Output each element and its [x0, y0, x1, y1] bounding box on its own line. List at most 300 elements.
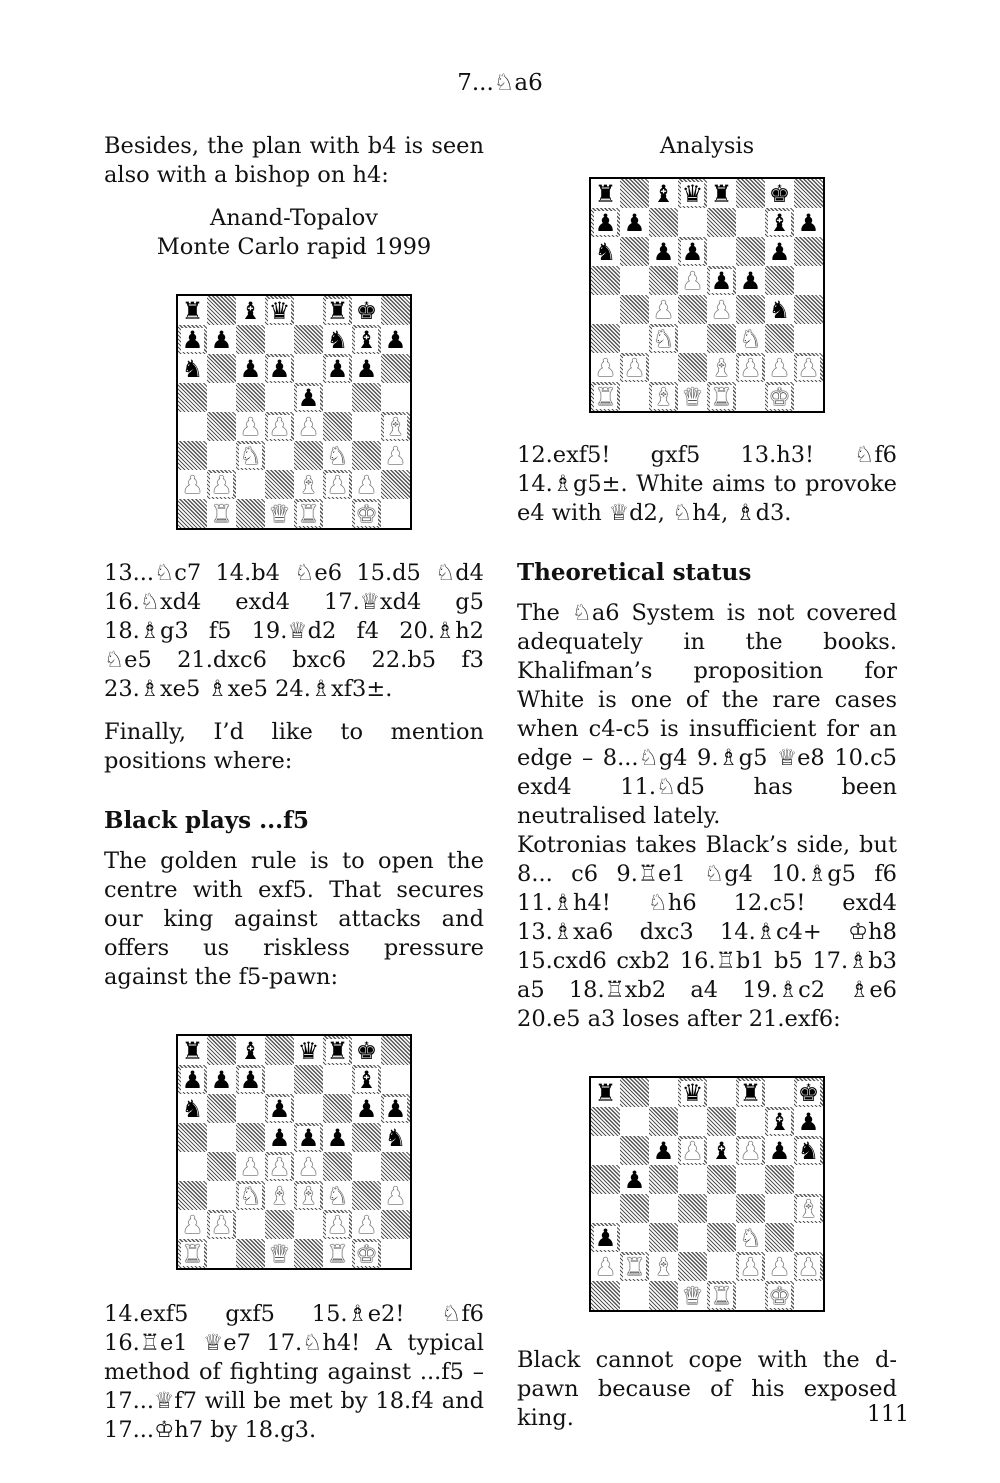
left-column [104, 132, 484, 1459]
board-square [765, 1078, 794, 1107]
board-square [649, 353, 678, 382]
board-square [352, 470, 381, 499]
white-pawn-icon: ♟ [239, 412, 262, 441]
board-square [765, 1194, 794, 1223]
board-square [649, 1136, 678, 1165]
black-pawn-icon: ♟ [297, 1123, 320, 1152]
board-square [794, 266, 823, 295]
white-pawn-icon: ♟ [681, 266, 704, 295]
black-pawn-icon: ♟ [268, 354, 291, 383]
board-square [352, 412, 381, 441]
white-pawn-icon: ♟ [594, 1252, 617, 1281]
moves-paragraph-2: 14.exf5 gxf5 15.♗e2! ♘f6 16.♖e1 ♕e7 17.♘h4! A typical method of fighting against ...f5 – 17...♕f7 will be met by 18.f4 and 17...♔h7 by 18.g3. [104, 1301, 484, 1443]
board-square [236, 1152, 265, 1181]
board-square [178, 441, 207, 470]
board-square [323, 1123, 352, 1152]
board-square [591, 1223, 620, 1252]
board-square [678, 324, 707, 353]
board-square [294, 470, 323, 499]
board-square [736, 1165, 765, 1194]
white-rook-icon: ♜ [297, 499, 320, 528]
board-square [323, 383, 352, 412]
board-square [352, 383, 381, 412]
board-square [294, 383, 323, 412]
black-pawn-icon: ♟ [681, 237, 704, 266]
board-square [207, 1123, 236, 1152]
running-header: 7...♘a6 [457, 70, 543, 96]
board-square [591, 1252, 620, 1281]
board-square [352, 354, 381, 383]
board-square [381, 1181, 410, 1210]
board-square [620, 1107, 649, 1136]
board-square [352, 1036, 381, 1065]
board-square [707, 295, 736, 324]
black-pawn-icon: ♟ [623, 208, 646, 237]
board-square [649, 208, 678, 237]
board-square [620, 1136, 649, 1165]
white-pawn-icon: ♟ [768, 1252, 791, 1281]
board-square [294, 1239, 323, 1268]
board-square [265, 1094, 294, 1123]
board-square [591, 1136, 620, 1165]
white-bishop-icon: ♝ [384, 412, 407, 441]
board-square [352, 1181, 381, 1210]
board-square [649, 295, 678, 324]
board-square [178, 470, 207, 499]
board-square [736, 1136, 765, 1165]
board-square [794, 1078, 823, 1107]
black-queen-icon: ♛ [297, 1036, 320, 1065]
chess-diagram-4 [589, 1076, 825, 1312]
black-pawn-icon: ♟ [297, 383, 320, 412]
black-pawn-icon: ♟ [710, 266, 733, 295]
board-square [591, 179, 620, 208]
board-square [178, 383, 207, 412]
board-square [207, 1094, 236, 1123]
board-square [678, 1107, 707, 1136]
page-number: 111 [867, 1402, 909, 1427]
board-square [678, 266, 707, 295]
board-square [207, 412, 236, 441]
black-rook-icon: ♜ [739, 1078, 762, 1107]
board-square [649, 1078, 678, 1107]
black-pawn-icon: ♟ [210, 325, 233, 354]
white-pawn-icon: ♟ [594, 353, 617, 382]
board-square [678, 353, 707, 382]
board-square [294, 412, 323, 441]
black-pawn-icon: ♟ [268, 1123, 291, 1152]
board-square [352, 1094, 381, 1123]
black-pawn-icon: ♟ [210, 1065, 233, 1094]
black-pawn-icon: ♟ [181, 325, 204, 354]
white-pawn-icon: ♟ [681, 1136, 704, 1165]
board-square [294, 499, 323, 528]
board-square [794, 295, 823, 324]
black-pawn-icon: ♟ [652, 1136, 675, 1165]
board-square [352, 441, 381, 470]
board-square [236, 441, 265, 470]
board-square [649, 237, 678, 266]
board-square [620, 1078, 649, 1107]
board-square [381, 441, 410, 470]
black-pawn-icon: ♟ [355, 1094, 378, 1123]
white-pawn-icon: ♟ [268, 412, 291, 441]
board-square [736, 353, 765, 382]
board-square [620, 295, 649, 324]
board-square [207, 325, 236, 354]
black-pawn-icon: ♟ [239, 1065, 262, 1094]
black-rook-icon: ♜ [594, 1078, 617, 1107]
black-bishop-icon: ♝ [239, 296, 262, 325]
board-square [678, 382, 707, 411]
status-paragraph: The ♘a6 System is not covered adequately in the books. Khalifman’s proposition for White is one of the rare cases when c4-c5 is insufficient for an edge – 8...♘g4 9.♗g5 ♕e8 10.c5 exd4 11.♘d5 has been neutralised lately. [517, 600, 897, 829]
board-square [765, 324, 794, 353]
white-pawn-icon: ♟ [355, 470, 378, 499]
board-square [765, 179, 794, 208]
board-square [707, 266, 736, 295]
black-knight-icon: ♞ [797, 1136, 820, 1165]
board-square [207, 1065, 236, 1094]
board-square [207, 296, 236, 325]
white-pawn-icon: ♟ [239, 1152, 262, 1181]
board-square [649, 1194, 678, 1223]
board-square [178, 1239, 207, 1268]
black-bishop-icon: ♝ [710, 1136, 733, 1165]
board-square [765, 237, 794, 266]
board-square [707, 1136, 736, 1165]
white-bishop-icon: ♝ [652, 1252, 675, 1281]
white-pawn-icon: ♟ [210, 470, 233, 499]
board-square [794, 208, 823, 237]
white-bishop-icon: ♝ [297, 1181, 320, 1210]
black-bishop-icon: ♝ [239, 1036, 262, 1065]
board-square [649, 179, 678, 208]
white-rook-icon: ♜ [710, 1281, 733, 1310]
board-square [794, 1194, 823, 1223]
black-pawn-icon: ♟ [797, 1107, 820, 1136]
black-pawn-icon: ♟ [268, 1094, 291, 1123]
board-square [265, 412, 294, 441]
white-pawn-icon: ♟ [297, 412, 320, 441]
board-square [294, 1123, 323, 1152]
board-square [678, 179, 707, 208]
board-square [294, 1210, 323, 1239]
board-square [591, 237, 620, 266]
board-square [265, 383, 294, 412]
board-square [236, 499, 265, 528]
board-square [620, 208, 649, 237]
white-rook-icon: ♜ [710, 382, 733, 411]
board-square [381, 325, 410, 354]
board-square [765, 1281, 794, 1310]
black-knight-icon: ♞ [181, 354, 204, 383]
kotronias-paragraph: Kotronias takes Black’s side, but 8... c6 9.♖e1 ♘g4 10.♗g5 f6 11.♗h4! ♘h6 12.c5! exd4 13.♗xa6 dxc3 14.♗c4+ ♔h8 15.cxd6 cxb2 16.♖b1 b5 17.♗b3 a5 18.♖xb2 a4 19.♗c2 ♗e6 20.e5 a3 loses after 21.exf6: [517, 832, 897, 1032]
board-square [649, 266, 678, 295]
board-square [678, 1223, 707, 1252]
board-square [352, 499, 381, 528]
board-square [707, 1223, 736, 1252]
board-square [794, 1136, 823, 1165]
board-square [236, 354, 265, 383]
board-square [265, 1036, 294, 1065]
white-pawn-icon: ♟ [710, 295, 733, 324]
board-square [265, 296, 294, 325]
board-square [736, 382, 765, 411]
black-knight-icon: ♞ [768, 295, 791, 324]
board-square [678, 237, 707, 266]
board-square [794, 179, 823, 208]
white-knight-icon: ♞ [739, 1223, 762, 1252]
board-square [649, 1165, 678, 1194]
black-pawn-icon: ♟ [594, 208, 617, 237]
black-bishop-icon: ♝ [768, 1107, 791, 1136]
black-pawn-icon: ♟ [594, 1223, 617, 1252]
board-square [736, 295, 765, 324]
board-square [765, 295, 794, 324]
board-square [765, 266, 794, 295]
board-square [707, 1107, 736, 1136]
chess-diagram-3 [589, 177, 825, 413]
board-square [207, 1152, 236, 1181]
board-square [236, 1065, 265, 1094]
board-square [236, 1181, 265, 1210]
board-square [236, 383, 265, 412]
board-square [236, 1210, 265, 1239]
board-square [620, 324, 649, 353]
board-square [178, 1123, 207, 1152]
board-square [794, 1252, 823, 1281]
board-square [294, 354, 323, 383]
black-knight-icon: ♞ [181, 1094, 204, 1123]
board-square [236, 1123, 265, 1152]
board-square [765, 1223, 794, 1252]
board-square [707, 353, 736, 382]
board-square [381, 296, 410, 325]
white-queen-icon: ♛ [681, 1281, 704, 1310]
board-square [323, 499, 352, 528]
black-pawn-icon: ♟ [355, 354, 378, 383]
black-pawn-icon: ♟ [326, 354, 349, 383]
board-square [323, 325, 352, 354]
white-rook-icon: ♜ [623, 1252, 646, 1281]
board-square [765, 382, 794, 411]
right-column [517, 132, 897, 1447]
board-square [678, 1136, 707, 1165]
board-square [678, 1252, 707, 1281]
board-square [381, 1239, 410, 1268]
board-square [352, 296, 381, 325]
board-square [178, 1181, 207, 1210]
board-square [294, 1065, 323, 1094]
board-square [236, 1094, 265, 1123]
board-square [620, 266, 649, 295]
black-queen-icon: ♛ [681, 1078, 704, 1107]
board-square [352, 1065, 381, 1094]
board-square [649, 324, 678, 353]
finally-paragraph: Finally, I’d like to mention positions where: [104, 719, 484, 774]
white-knight-icon: ♞ [239, 1181, 262, 1210]
board-square [620, 237, 649, 266]
white-bishop-icon: ♝ [710, 353, 733, 382]
board-square [323, 1239, 352, 1268]
conclusion-paragraph: Black cannot cope with the d-pawn because of his exposed king. [517, 1347, 897, 1431]
black-queen-icon: ♛ [268, 296, 291, 325]
board-square [736, 179, 765, 208]
white-knight-icon: ♞ [239, 441, 262, 470]
board-square [736, 208, 765, 237]
white-pawn-icon: ♟ [768, 353, 791, 382]
board-square [207, 470, 236, 499]
board-square [794, 1281, 823, 1310]
board-square [765, 1252, 794, 1281]
golden-rule-paragraph: The golden rule is to open the centre with exf5. That secures our king against attacks and offers us riskless pressure against the f5-pawn: [104, 848, 484, 990]
board-square [265, 441, 294, 470]
black-pawn-icon: ♟ [384, 325, 407, 354]
board-square [381, 1036, 410, 1065]
board-square [323, 412, 352, 441]
white-pawn-icon: ♟ [326, 470, 349, 499]
black-king-icon: ♚ [355, 1036, 378, 1065]
black-pawn-icon: ♟ [797, 208, 820, 237]
white-queen-icon: ♛ [268, 499, 291, 528]
board-square [765, 208, 794, 237]
board-square [294, 441, 323, 470]
board-square [323, 354, 352, 383]
board-square [591, 1107, 620, 1136]
board-square [707, 1165, 736, 1194]
black-pawn-icon: ♟ [768, 1136, 791, 1165]
board-square [736, 1107, 765, 1136]
black-pawn-icon: ♟ [652, 237, 675, 266]
board-square [620, 1165, 649, 1194]
board-square [620, 1281, 649, 1310]
board-square [678, 1078, 707, 1107]
board-square [236, 412, 265, 441]
black-king-icon: ♚ [355, 296, 378, 325]
board-square [591, 1165, 620, 1194]
board-square [678, 295, 707, 324]
board-square [178, 1152, 207, 1181]
analysis-label: Analysis [659, 133, 755, 159]
board-square [794, 324, 823, 353]
white-rook-icon: ♜ [594, 382, 617, 411]
board-square [620, 382, 649, 411]
black-rook-icon: ♜ [181, 1036, 204, 1065]
black-pawn-icon: ♟ [384, 1094, 407, 1123]
board-square [352, 1123, 381, 1152]
board-square [736, 1194, 765, 1223]
white-bishop-icon: ♝ [297, 470, 320, 499]
black-king-icon: ♚ [797, 1078, 820, 1107]
board-square [707, 1194, 736, 1223]
white-pawn-icon: ♟ [181, 1210, 204, 1239]
board-square [678, 1281, 707, 1310]
board-square [294, 1036, 323, 1065]
board-square [620, 1252, 649, 1281]
board-square [707, 1078, 736, 1107]
white-pawn-icon: ♟ [652, 295, 675, 324]
board-square [591, 1194, 620, 1223]
board-square [323, 1181, 352, 1210]
board-square [178, 325, 207, 354]
white-pawn-icon: ♟ [384, 1181, 407, 1210]
black-knight-icon: ♞ [384, 1123, 407, 1152]
white-pawn-icon: ♟ [797, 1252, 820, 1281]
white-pawn-icon: ♟ [739, 1252, 762, 1281]
white-rook-icon: ♜ [181, 1239, 204, 1268]
white-king-icon: ♚ [768, 1281, 791, 1310]
black-rook-icon: ♜ [594, 179, 617, 208]
board-square [765, 1136, 794, 1165]
white-knight-icon: ♞ [652, 324, 675, 353]
board-square [736, 266, 765, 295]
board-square [265, 1123, 294, 1152]
board-square [178, 1065, 207, 1094]
moves-paragraph-3: 12.exf5! gxf5 13.h3! ♘f6 14.♗g5±. White aims to provoke e4 with ♕d2, ♘h4, ♗d3. [517, 442, 897, 526]
white-pawn-icon: ♟ [739, 1136, 762, 1165]
board-square [794, 1165, 823, 1194]
board-square [620, 353, 649, 382]
board-square [620, 179, 649, 208]
game-players: Anand-Topalov [210, 205, 378, 231]
board-square [794, 1107, 823, 1136]
black-pawn-icon: ♟ [326, 1123, 349, 1152]
board-square [678, 1194, 707, 1223]
board-square [236, 296, 265, 325]
board-square [794, 237, 823, 266]
white-queen-icon: ♛ [268, 1239, 291, 1268]
board-square [381, 1210, 410, 1239]
white-knight-icon: ♞ [326, 1181, 349, 1210]
board-square [352, 325, 381, 354]
white-knight-icon: ♞ [326, 441, 349, 470]
board-square [381, 1065, 410, 1094]
board-square [294, 325, 323, 354]
board-square [352, 1210, 381, 1239]
board-square [265, 1239, 294, 1268]
board-square [707, 1252, 736, 1281]
board-square [707, 179, 736, 208]
black-knight-icon: ♞ [594, 237, 617, 266]
board-square [207, 354, 236, 383]
board-square [294, 1094, 323, 1123]
board-square [707, 1281, 736, 1310]
board-square [765, 1165, 794, 1194]
board-square [381, 354, 410, 383]
board-square [620, 1223, 649, 1252]
white-king-icon: ♚ [768, 382, 791, 411]
board-square [236, 325, 265, 354]
board-square [736, 324, 765, 353]
board-square [381, 499, 410, 528]
board-square [265, 325, 294, 354]
board-square [649, 1107, 678, 1136]
board-square [294, 1181, 323, 1210]
board-square [736, 1223, 765, 1252]
board-square [381, 1094, 410, 1123]
black-pawn-icon: ♟ [623, 1165, 646, 1194]
white-pawn-icon: ♟ [797, 353, 820, 382]
board-square [707, 324, 736, 353]
board-square [178, 1210, 207, 1239]
board-square [178, 412, 207, 441]
chess-diagram-1 [176, 294, 412, 530]
board-square [265, 1210, 294, 1239]
black-pawn-icon: ♟ [181, 1065, 204, 1094]
white-pawn-icon: ♟ [355, 1210, 378, 1239]
board-square [265, 1065, 294, 1094]
board-square [707, 382, 736, 411]
